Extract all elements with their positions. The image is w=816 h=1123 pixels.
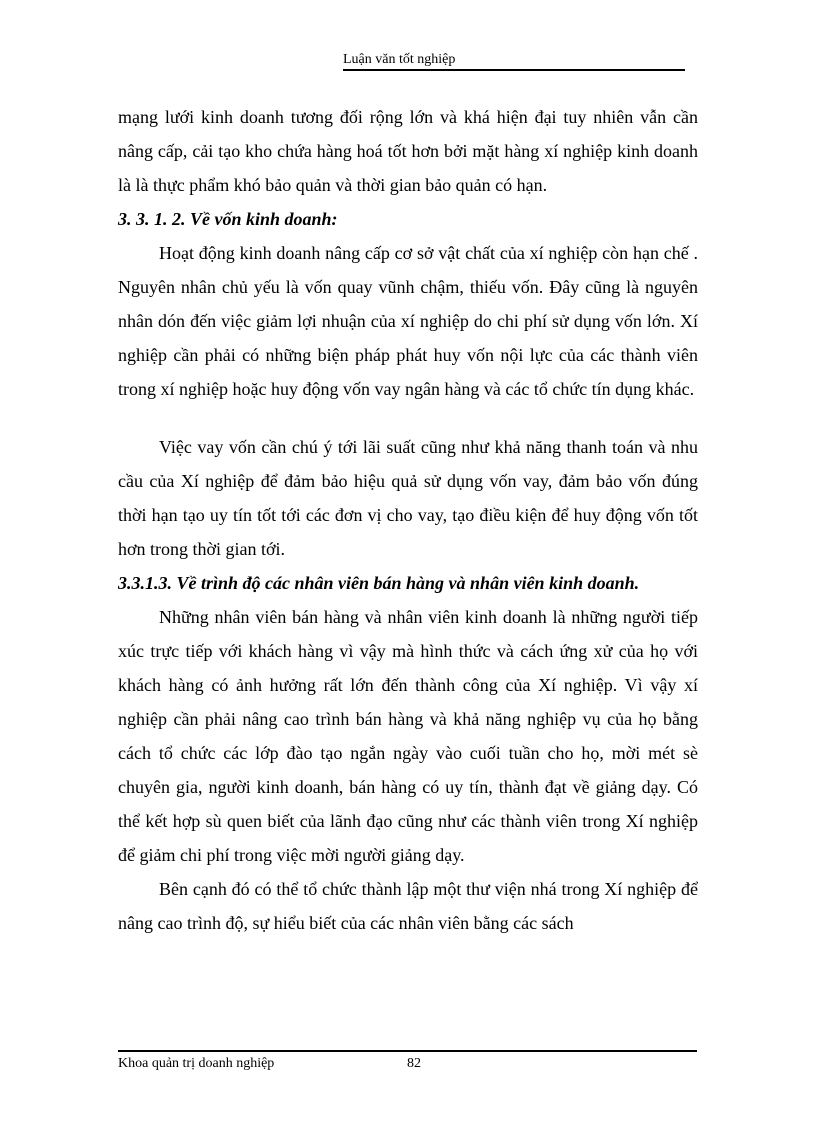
paragraph-5: Bên cạnh đó có thể tổ chức thành lập một thư viện nhá trong Xí nghiệp để nâng cao trình độ, sự hiểu biết của các nhân viên bằng các sách xyxy=(118,879,698,933)
page-number: 82 xyxy=(407,1056,421,1071)
paragraph-gap xyxy=(118,406,698,430)
footer-rule xyxy=(118,1050,697,1052)
footer-faculty: Khoa quản trị doanh nghiệp xyxy=(118,1056,275,1071)
section-heading-3-3-1-3: 3.3.1.3. Về trình độ các nhân viên bán hàng và nhân viên kinh doanh. xyxy=(118,573,640,593)
header-title: Luận văn tốt nghiệp xyxy=(343,52,456,67)
paragraph-3: Việc vay vốn cần chú ý tới lãi suất cũng như khả năng thanh toán và nhu cầu của Xí nghiệp để đảm bảo hiệu quả sử dụng vốn vay, đảm bảo vốn đúng thời hạn tạo uy tín tốt tới các đơn vị cho vay, tạo điều kiện để huy động vốn tốt hơn trong thời gian tới. xyxy=(118,437,698,559)
section-heading-3-3-1-2: 3. 3. 1. 2. Về vốn kinh doanh: xyxy=(118,209,338,229)
header-rule xyxy=(343,69,685,71)
paragraph-2: Hoạt động kinh doanh nâng cấp cơ sở vật chất của xí nghiệp còn hạn chế . Nguyên nhân chủ yếu là vốn quay vũnh chậm, thiếu vốn. Đây cũng là nguyên nhân dón đến việc giảm lợi nhuận của xí nghiệp do chi phí sử dụng vốn lớn. Xí nghiệp cần phải có những biện pháp phát huy vốn nội lực của các thành viên trong xí nghiệp hoặc huy động vốn vay ngân hàng và các tổ chức tín dụng khác. xyxy=(118,243,698,399)
document-body xyxy=(118,100,698,940)
paragraph-4: Những nhân viên bán hàng và nhân viên kinh doanh là những người tiếp xúc trực tiếp với khách hàng vì vậy mà hình thức và cách ứng xử của họ với khách hàng có ảnh hưởng rất lớn đến thành công của Xí nghiệp. Vì vậy xí nghiệp cần phải nâng cao trình bán hàng và khả năng nghiệp vụ của họ bằng cách tổ chức các lớp đào tạo ngắn ngày vào cuối tuần cho họ, mời mét sè chuyên gia, người kinh doanh, bán hàng có uy tín, thành đạt về giảng dạy. Có thể kết hợp sù quen biết của lãnh đạo cũng như các thành viên trong Xí nghiệp để giảm chi phí trong việc mời người giảng dạy. xyxy=(118,607,698,865)
paragraph-1: mạng lưới kinh doanh tương đối rộng lớn và khá hiện đại tuy nhiên vẫn cần nâng cấp, cải tạo kho chứa hàng hoá tốt hơn bởi mặt hàng xí nghiệp kinh doanh là là thực phẩm khó bảo quản và thời gian bảo quản có hạn. xyxy=(118,107,698,195)
